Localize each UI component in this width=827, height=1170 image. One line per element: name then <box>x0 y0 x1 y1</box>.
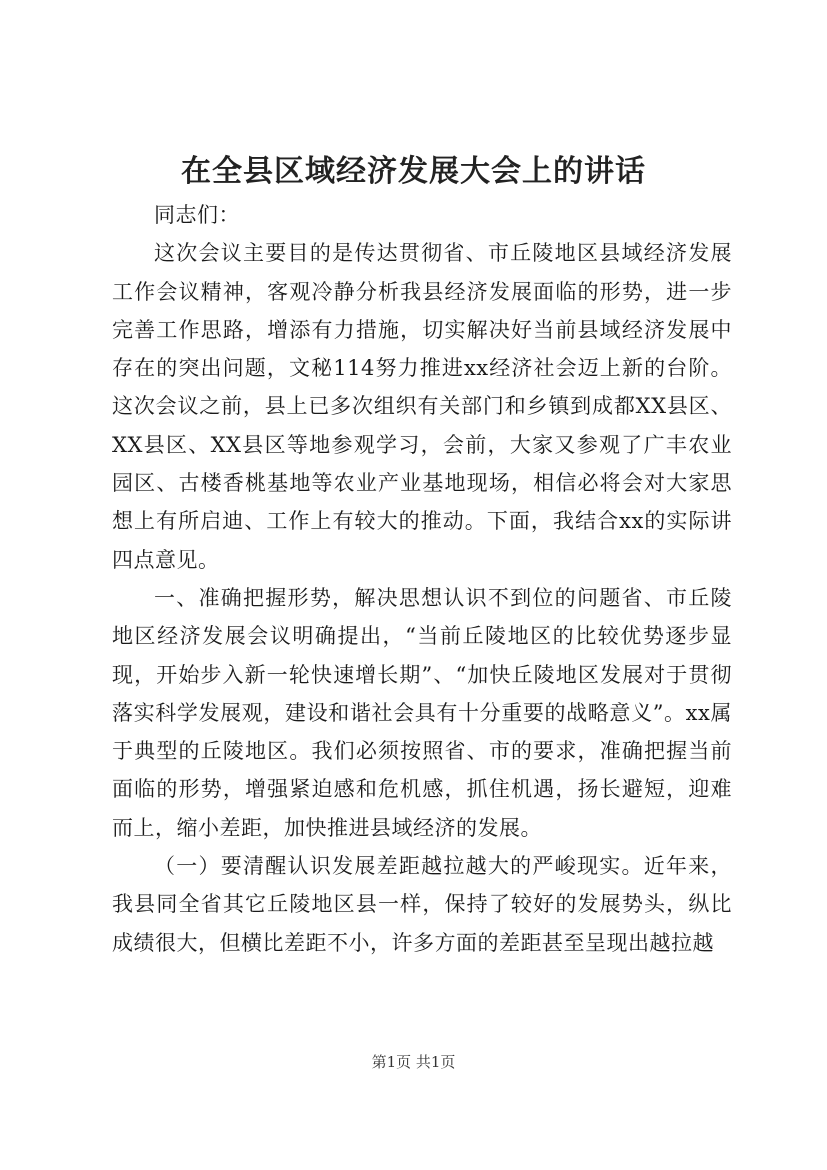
salutation: 同志们： <box>154 203 240 227</box>
paragraph-2: 一、准确把握形势，解决思想认识不到位的问题省、市丘陵地区经济发展会议明确提出，“当前丘陵地区的比较优势逐步显现，开始步入新一轮快速增长期”、“加快丘陵地区发展对于贯彻落实科学发展观，建设和谐社会具有十分重要的战略意义”。xx属于典型的丘陵地区。我们必须按照省、市的要求，准确把握当前面临的形势，增强紧迫感和危机感，抓住机遇，扬长避短，迎难而上，缩小差距，加快推进县域经济的发展。 <box>112 585 732 840</box>
page-footer: 第1页 共1页 <box>371 1053 456 1071</box>
page-title: 在全县区域经济发展大会上的讲话 <box>181 154 646 189</box>
paragraph-3: （一）要清醒认识发展差距越拉越大的严峻现实。近年来，我县同全省其它丘陵地区县一样，保持了较好的发展势头，纵比成绩很大，但横比差距不小，许多方面的差距甚至呈现出越拉越 <box>112 854 732 955</box>
paragraph-1: 这次会议主要目的是传达贯彻省、市丘陵地区县域经济发展工作会议精神，客观冷静分析我县经济发展面临的形势，进一步完善工作思路，增添有力措施，切实解决好当前县域经济发展中存在的突出问题，文秘114努力推进xx经济社会迈上新的台阶。这次会议之前，县上已多次组织有关部门和乡镇到成都XX县区、XX县区、XX县区等地参观学习，会前，大家又参观了广丰农业园区、古楼香桃基地等农业产业基地现场，相信必将会对大家思想上有所启迪、工作上有较大的推动。下面，我结合xx的实际讲四点意见。 <box>112 241 732 572</box>
document-body <box>112 196 732 962</box>
